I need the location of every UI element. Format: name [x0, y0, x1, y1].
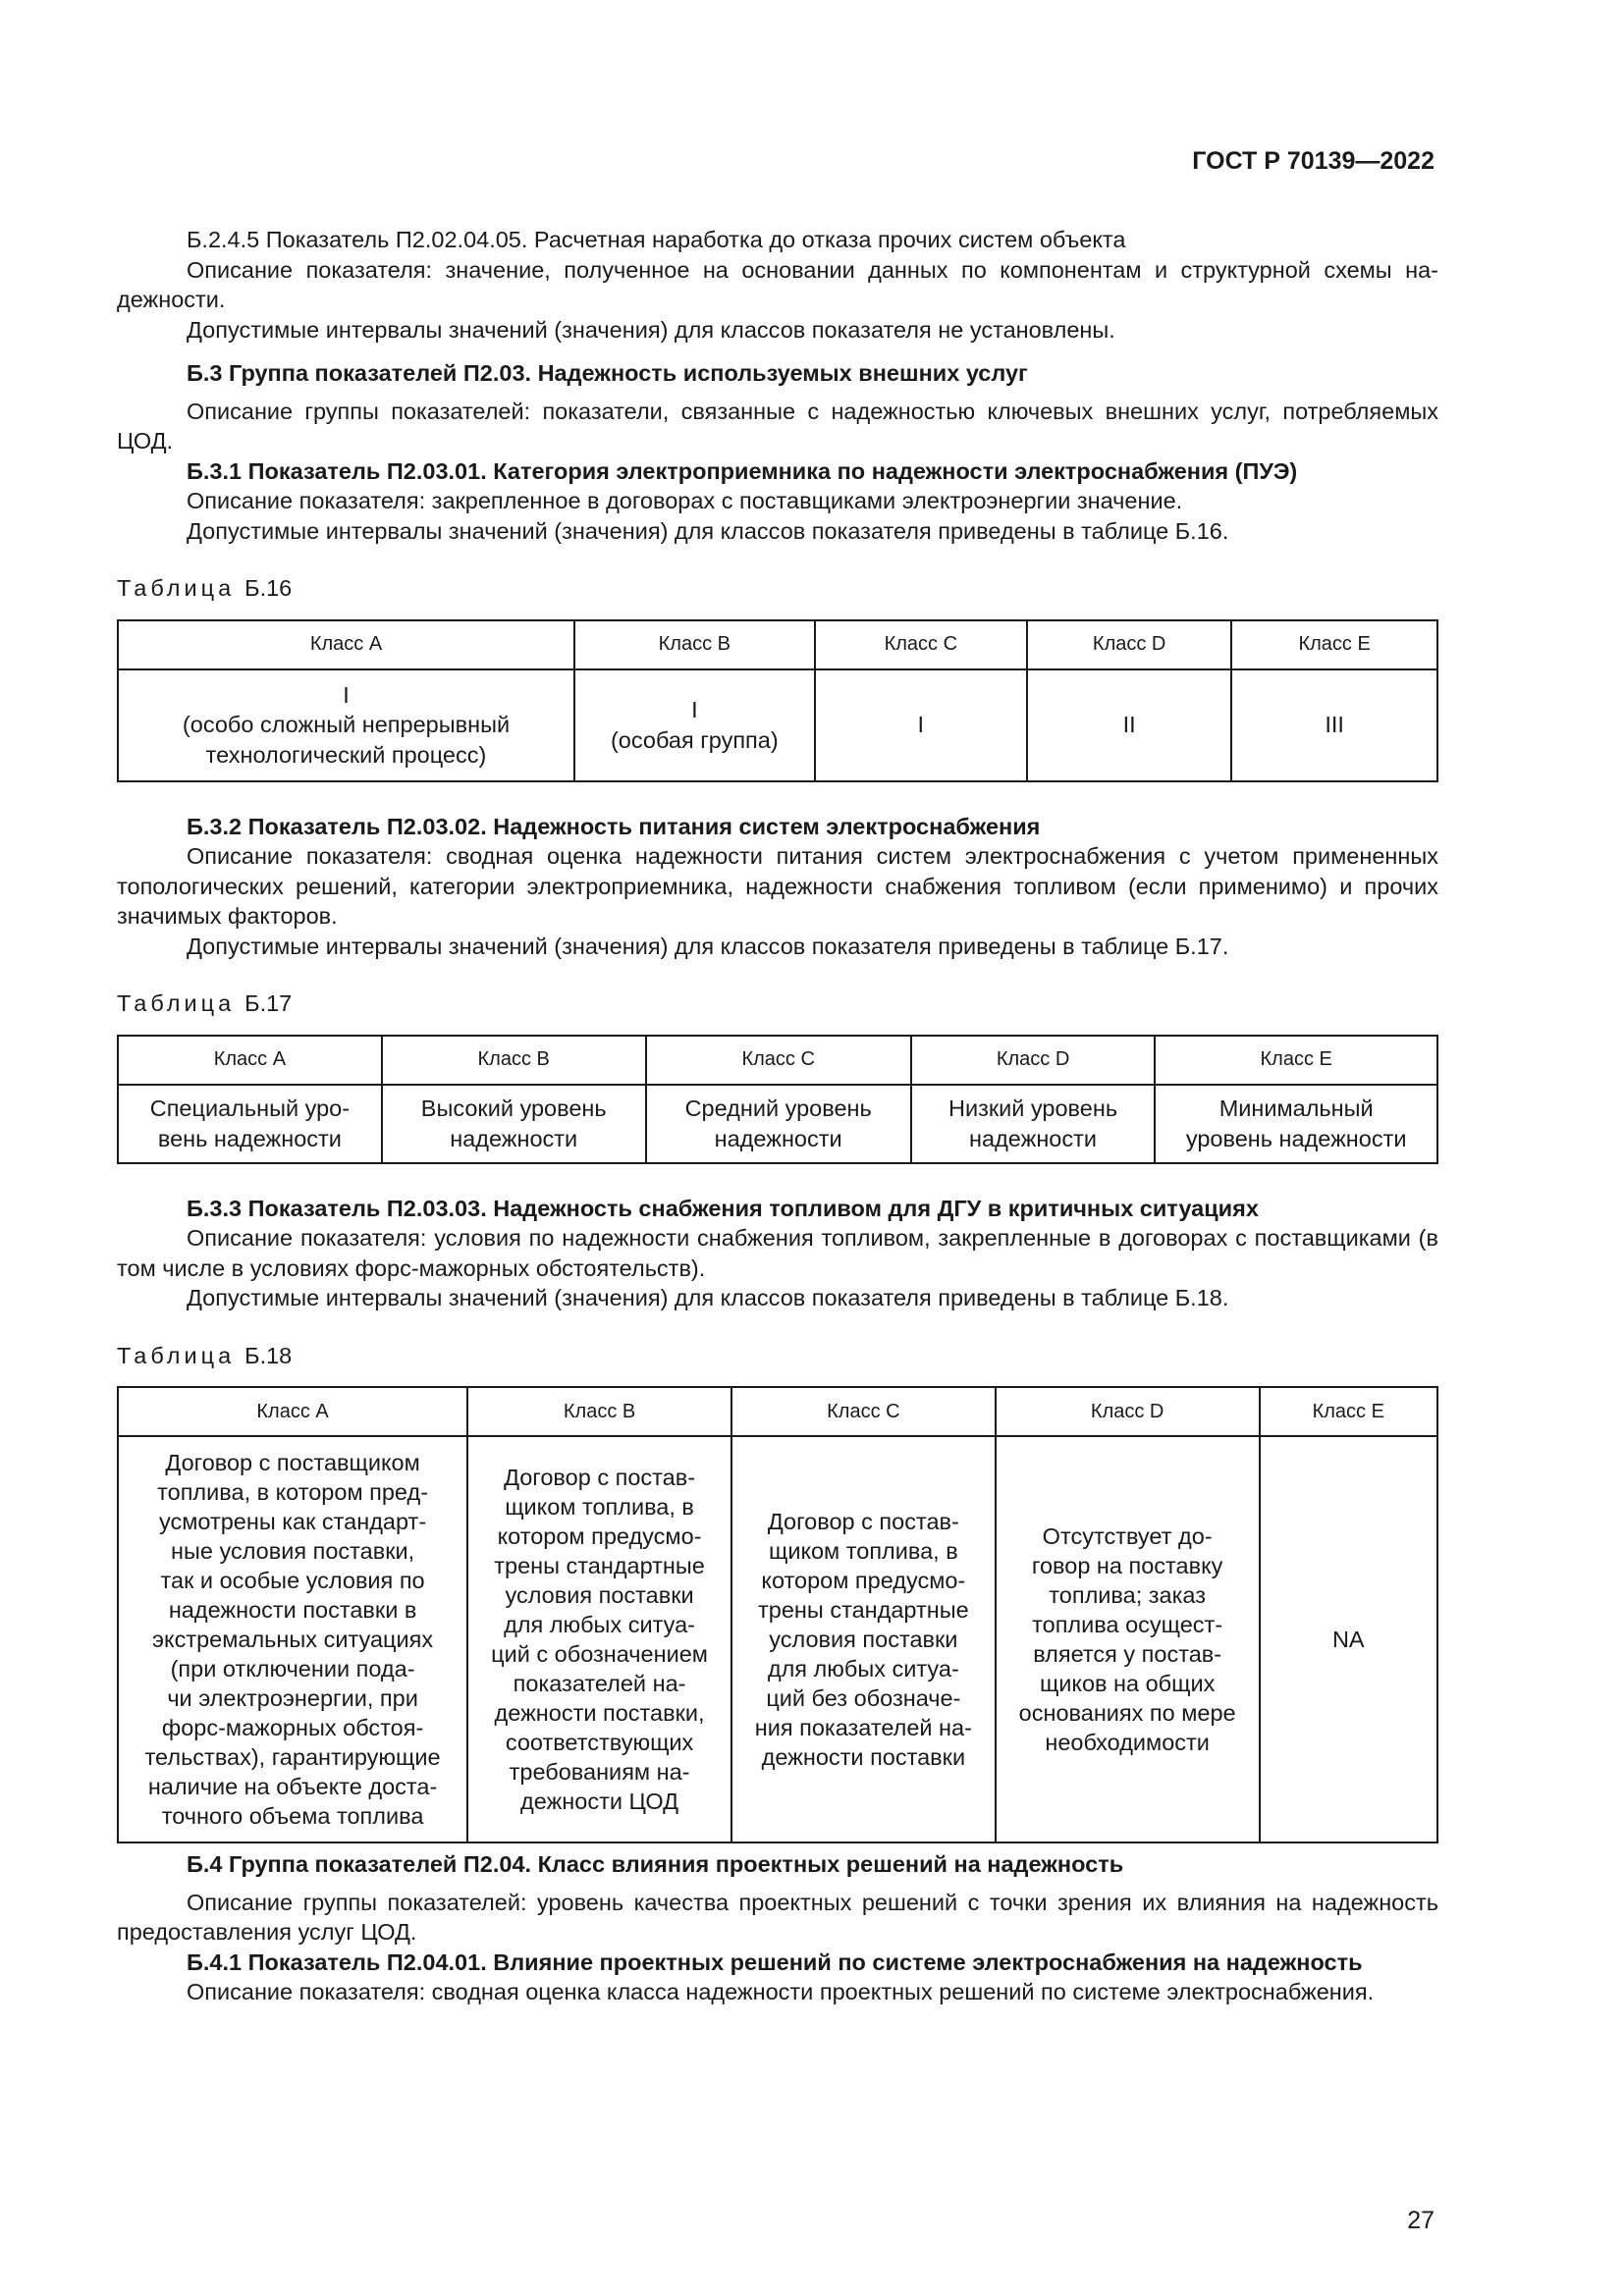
table-b18	[117, 1386, 1438, 1843]
cell-line: трены стандартные	[758, 1597, 969, 1623]
header-cell: Класс E	[1231, 620, 1437, 669]
cell-line: требованиям на-	[509, 1759, 690, 1785]
table-b16-caption: Таблица Б.16	[117, 575, 293, 601]
table-row	[118, 1436, 1437, 1842]
cell-line: для любых ситуа-	[767, 1656, 959, 1682]
cell-line: технологический процесс)	[205, 741, 487, 768]
section-b3-description: Описание группы показателей: показатели, связанные с надежностью ключевых внешних услуг, потребляемых ЦОД.	[117, 398, 1438, 454]
table-b17-caption: Таблица Б.17	[117, 990, 293, 1016]
cell-line: Специальный уро-	[149, 1095, 351, 1121]
section-b3-heading: Б.3 Группа показателей П2.03. Надежность используемых внешних услуг	[187, 360, 1028, 386]
cell-line: Низкий уровень	[948, 1095, 1118, 1121]
cell-line: котором предусмо-	[761, 1568, 966, 1593]
table-cell	[1027, 669, 1231, 781]
cell-line: надежности	[714, 1125, 842, 1151]
section-b4-description: Описание группы показателей: уровень качества проектных решений с точки зрения их влияния на надежность предоставления услуг ЦОД.	[117, 1889, 1438, 1945]
header-cell: Класс A	[118, 1387, 467, 1436]
header-cell: Класс B	[574, 620, 815, 669]
cell-line: Договор с постав-	[767, 1509, 959, 1534]
header-cell: Класс B	[382, 1036, 646, 1085]
header-cell: Класс D	[911, 1036, 1156, 1085]
cell-line: Средний уровень	[684, 1095, 872, 1121]
cell-line: топлива осущест-	[1032, 1612, 1223, 1637]
table-cell	[815, 669, 1027, 781]
cell-line: надежности	[969, 1125, 1098, 1151]
section-b32-heading: Б.3.2 Показатель П2.03.02. Надежность питания систем электроснабжения	[187, 813, 1041, 839]
table-b16	[117, 619, 1438, 782]
cell-line: ций без обозначе-	[766, 1685, 961, 1711]
cell-line: (особо сложный непрерывный	[182, 712, 511, 738]
cell-line: ные условия поставки,	[171, 1538, 415, 1564]
table-cell	[911, 1085, 1156, 1163]
cell-line: уровень надежности	[1185, 1125, 1407, 1151]
cell-line: дежности ЦОД	[520, 1789, 679, 1814]
section-b33-description: Описание показателя: условия по надежности снабжения топливом, закрепленные в договорах с поставщиками (в том числе в условиях форс-мажорных обстоятельств).	[117, 1225, 1438, 1281]
cell-line: топлива; заказ	[1049, 1582, 1206, 1608]
page-content	[117, 225, 1438, 2007]
cell-line: (при отключении пода-	[170, 1656, 415, 1682]
cell-line: I	[691, 697, 698, 722]
section-b32-description: Описание показателя: сводная оценка надежности питания систем электроснабжения с учетом примененных топологических решений, категории электроприемника, надежности снабжения топливом (если применимо) и прочих значимых факторов.	[117, 843, 1438, 929]
table-header-row	[118, 1036, 1437, 1085]
cell-line: для любых ситуа-	[504, 1612, 696, 1637]
cell-line: условия поставки	[505, 1582, 694, 1608]
table-row	[118, 1085, 1437, 1163]
section-b33-heading: Б.3.3 Показатель П2.03.03. Надежность снабжения топливом для ДГУ в критичных ситуациях	[187, 1195, 1259, 1221]
cell-line: чи электроэнергии, при	[167, 1685, 418, 1711]
cell-line: надежности поставки в	[168, 1597, 417, 1623]
cell-line: условия поставки	[769, 1627, 958, 1652]
cell-line: говор на поставку	[1031, 1553, 1223, 1578]
cell-line: NA	[1331, 1627, 1365, 1652]
cell-line: дежности поставки,	[494, 1700, 705, 1726]
header-cell: Класс E	[1260, 1387, 1437, 1436]
section-b245-title: Б.2.4.5 Показатель П2.02.04.05. Расчетная наработка до отказа прочих систем объекта	[187, 227, 1126, 252]
header-cell: Класс B	[467, 1387, 731, 1436]
header-cell: Класс E	[1155, 1036, 1437, 1085]
header-cell: Класс D	[996, 1387, 1260, 1436]
table-b18-caption: Таблица Б.18	[117, 1342, 293, 1368]
table-row	[118, 669, 1437, 781]
cell-line: (особая группа)	[610, 726, 779, 753]
table-cell	[467, 1436, 731, 1842]
section-b245-description: Описание показателя: значение, полученное на основании данных по компонентам и структурной схемы надежности.	[117, 256, 1438, 312]
table-cell	[1231, 669, 1437, 781]
section-b41-heading: Б.4.1 Показатель П2.04.01. Влияние проектных решений по системе электроснабжения на надежность	[187, 1949, 1363, 1975]
cell-line: щиком топлива, в	[505, 1494, 694, 1520]
table-b17	[117, 1035, 1438, 1164]
header-cell: Класс D	[1027, 620, 1231, 669]
table-cell	[118, 1436, 467, 1842]
table-cell	[1155, 1085, 1437, 1163]
cell-line: экстремальных ситуациях	[152, 1627, 434, 1652]
cell-line: Договор с постав-	[504, 1465, 696, 1490]
cell-line: дежности поставки	[761, 1744, 966, 1770]
cell-line: Договор с поставщиком	[165, 1450, 420, 1475]
section-b41-description: Описание показателя: сводная оценка класса надежности проектных решений по системе электроснабжения.	[187, 1979, 1375, 2004]
page-number: 27	[1407, 2207, 1435, 2234]
table-cell	[646, 1085, 911, 1163]
cell-line: так и особые условия по	[160, 1568, 425, 1593]
cell-line: усмотрены как стандарт-	[159, 1509, 427, 1534]
cell-line: котором предусмо-	[497, 1523, 702, 1549]
cell-line: I	[917, 712, 925, 738]
cell-line: надежности	[450, 1125, 578, 1151]
document-code: ГОСТ Р 70139—2022	[1192, 147, 1435, 175]
table-cell	[731, 1436, 996, 1842]
table-cell	[382, 1085, 646, 1163]
section-b31-heading: Б.3.1 Показатель П2.03.01. Категория электроприемника по надежности электроснабжения (ПУЭ)	[187, 457, 1298, 484]
cell-line: Отсутствует до-	[1042, 1523, 1213, 1549]
table-cell	[574, 669, 815, 781]
table-header-row	[118, 1387, 1437, 1436]
section-b32-intervals: Допустимые интервалы значений (значения) для классов показателя приведены в таблице Б.17.	[187, 933, 1229, 959]
cell-line: точного объема топлива	[161, 1803, 424, 1829]
table-cell	[1260, 1436, 1437, 1842]
cell-line: необходимости	[1045, 1730, 1210, 1755]
cell-line: III	[1325, 712, 1344, 738]
cell-line: Минимальный	[1218, 1095, 1374, 1121]
cell-line: трены стандартные	[494, 1553, 705, 1578]
header-cell: Класс C	[815, 620, 1027, 669]
cell-line: I	[343, 681, 350, 708]
header-cell: Класс A	[118, 1036, 382, 1085]
cell-line: форс-мажорных обстоя-	[161, 1715, 424, 1740]
cell-line: Высокий уровень	[420, 1095, 607, 1121]
section-b31-description: Описание показателя: закрепленное в договорах с поставщиками электроэнергии значение.	[187, 488, 1183, 513]
cell-line: тельствах), гарантирующие	[144, 1744, 441, 1770]
cell-line: наличие на объекте доста-	[147, 1774, 438, 1799]
cell-line: II	[1122, 712, 1136, 738]
cell-line: щиком топлива, в	[768, 1538, 958, 1564]
cell-line: вень надежности	[157, 1125, 342, 1151]
cell-line: основаниях по мере	[1018, 1700, 1236, 1726]
cell-line: соответствующих	[505, 1730, 694, 1755]
section-b4-heading: Б.4 Группа показателей П2.04. Класс влияния проектных решений на надежность	[187, 1851, 1124, 1877]
table-cell	[118, 669, 574, 781]
cell-line: щиков на общих	[1039, 1671, 1216, 1696]
section-b31-intervals: Допустимые интервалы значений (значения) для классов показателя приведены в таблице Б.16.	[187, 517, 1229, 544]
cell-line: топлива, в котором пред-	[157, 1479, 429, 1505]
cell-line: вляется у постав-	[1033, 1641, 1222, 1667]
cell-line: ния показателей на-	[754, 1715, 972, 1740]
header-cell: Класс C	[646, 1036, 911, 1085]
table-header-row	[118, 620, 1437, 669]
header-cell: Класс C	[731, 1387, 996, 1436]
table-cell	[996, 1436, 1260, 1842]
table-cell	[118, 1085, 382, 1163]
header-cell: Класс A	[118, 620, 574, 669]
section-b33-intervals: Допустимые интервалы значений (значения) для классов показателя приведены в таблице Б.18.	[187, 1285, 1229, 1310]
section-b245-intervals: Допустимые интервалы значений (значения) для классов показателя не установлены.	[187, 316, 1115, 343]
cell-line: ций с обозначением	[491, 1641, 708, 1667]
cell-line: показателей на-	[513, 1671, 686, 1696]
